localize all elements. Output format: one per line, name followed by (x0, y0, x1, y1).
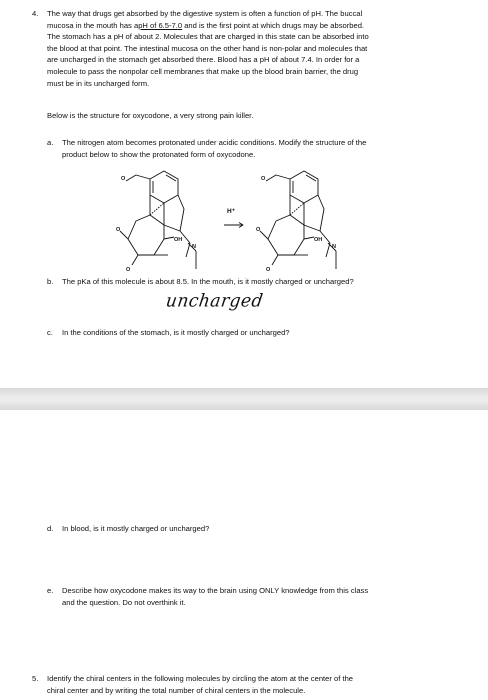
q4e-letter: e. (47, 586, 54, 595)
product-ring-o: O (256, 227, 261, 233)
q4-line-3: The stomach has a pH of about 2. Molecules that are charged in this state can be absorbed into (47, 32, 369, 42)
q4-line-2 (47, 20, 442, 32)
oxycodone-product-structure (260, 171, 336, 269)
q4-line-6: molecule to pass the nonpolar cell membranes that make up the blood brain barrier, the drug (47, 67, 359, 76)
q4c-text: In the conditions of the stomach, is it mostly charged or uncharged? (62, 328, 290, 337)
q4c-letter: c. (47, 328, 53, 337)
product-nitrogen: N (332, 244, 336, 250)
reactant-nitrogen: N (192, 244, 196, 250)
q4-line-2-end: and is the first point at which drugs may be absorbed. (182, 20, 365, 30)
q4b-text: The pKa of this molecule is about 8.5. In the mouth, is it mostly charged or uncharged? (62, 277, 354, 286)
reagent-proton: H⁺ (227, 208, 236, 215)
q4-line-2-start: mucosa in the mouth has a (47, 20, 139, 30)
q4e-line-1: Describe how oxycodone makes its way to the brain using ONLY knowledge from this class (62, 586, 369, 595)
oxycodone-reactant-structure (120, 171, 196, 269)
product-oh: OH (314, 237, 323, 243)
q4-intro: Below is the structure for oxycodone, a very strong pain killer. (47, 111, 254, 120)
reactant-oh: OH (174, 237, 183, 243)
q4e-line-2: and the question. Do not overthink it. (62, 597, 186, 607)
q4-line-4: the blood at that point. The intestinal mucosa on the other hand is non-polar and molecules that (47, 43, 368, 53)
product-methoxy-o: O (261, 176, 266, 182)
reactant-ketone-o: O (126, 267, 131, 273)
q4a-letter: a. (47, 138, 54, 147)
page-break (0, 388, 488, 410)
question-4-number: 4. (32, 9, 39, 18)
q4-underlined-ph: pH of 6.5-7.0 (138, 20, 183, 30)
q4d-text: In blood, is it mostly charged or uncharged? (62, 524, 210, 533)
reactant-methoxy-o: O (121, 176, 126, 182)
question-5-number: 5. (32, 674, 39, 683)
reactant-ring-o: O (116, 227, 121, 233)
q4-line-7: must be in its uncharged form. (47, 78, 150, 88)
handwritten-answer-b: uncharged (164, 290, 265, 312)
q4d-letter: d. (47, 524, 54, 533)
q4-line-5: are uncharged in the stomach get absorbed there. Blood has a pH of about 7.4. In order for a (47, 55, 360, 65)
document-page-bottom (0, 410, 488, 700)
q4-line-1: The way that drugs get absorbed by the digestive system is often a function of pH. The buccal (47, 9, 363, 18)
q4b-letter: b. (47, 277, 54, 286)
product-ketone-o: O (266, 267, 271, 273)
q5-line-1: Identify the chiral centers in the following molecules by circling the atom at the center of the (47, 674, 354, 683)
q4a-line-2: product below to show the protonated form of oxycodone. (62, 149, 256, 159)
oxycodone-reaction-diagram (110, 165, 370, 277)
q5-line-2: chiral center and by writing the total number of chiral centers in the molecule. (47, 685, 306, 695)
q4a-line-1: The nitrogen atom becomes protonated under acidic conditions. Modify the structure of the (62, 138, 367, 147)
